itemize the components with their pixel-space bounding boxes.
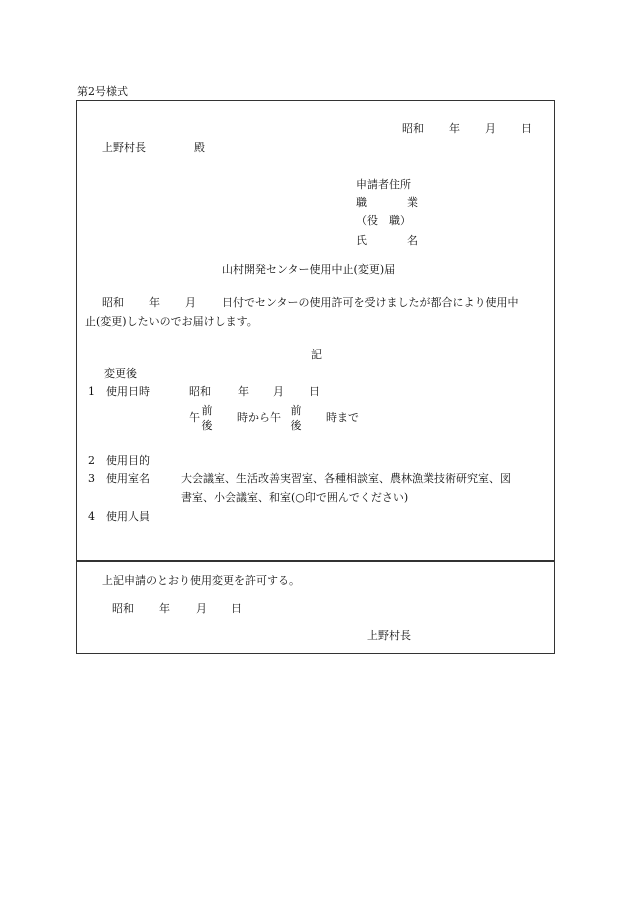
header-date-era: 昭和 (402, 122, 424, 135)
approval-divider (76, 560, 555, 562)
ki-marker: 記 (311, 348, 322, 361)
approval-statement: 上記申請のとおり使用変更を許可する。 (102, 574, 300, 587)
item1-number: 1 (88, 385, 95, 398)
item1-am-top: 前 (201, 404, 213, 417)
form-frame (76, 100, 555, 654)
applicant-address-label: 申請者住所 (356, 178, 411, 191)
header-date-month: 月 (485, 122, 496, 135)
item1-pm-bottom-2: 後 (290, 419, 302, 432)
applicant-occupation-label: 職 業 (356, 196, 424, 209)
item1-year: 年 (238, 385, 249, 398)
addressee: 上野村長 (102, 141, 146, 154)
item3-label: 使用室名 (106, 472, 150, 485)
approval-era: 昭和 (112, 602, 134, 615)
approval-day: 日 (231, 602, 242, 615)
item3-number: 3 (88, 472, 95, 485)
item3-rooms-line2: 書室、小会議室、和室(○印で囲んでください) (181, 491, 409, 504)
item1-from: 時から午 (237, 411, 281, 424)
approval-month: 月 (196, 602, 207, 615)
header-date-year: 年 (449, 122, 460, 135)
form-title: 山村開発センター使用中止(変更)届 (222, 263, 396, 276)
body-line2-text: 止(変更)したいのでお届けします。 (85, 315, 258, 328)
applicant-name-label: 氏 名 (356, 234, 424, 247)
form-number: 第2号様式 (77, 85, 128, 98)
after-change-label: 変更後 (104, 367, 137, 380)
item2-number: 2 (88, 454, 95, 467)
approval-signer: 上野村長 (367, 629, 411, 642)
item1-era: 昭和 (189, 385, 211, 398)
body-month: 月 (185, 296, 196, 309)
honorific: 殿 (194, 141, 205, 154)
body-year: 年 (149, 296, 160, 309)
item2-label: 使用目的 (106, 454, 150, 467)
item1-day: 日 (309, 385, 320, 398)
item1-am-top-2: 前 (290, 404, 302, 417)
item1-pm-bottom: 後 (201, 419, 213, 432)
item1-month: 月 (273, 385, 284, 398)
item3-rooms-line1: 大会議室、生活改善実習室、各種相談室、農林漁業技術研究室、図 (181, 472, 511, 485)
item4-number: 4 (88, 510, 95, 523)
body-line1-text: 日付でセンターの使用許可を受けましたが都合により使用中 (222, 296, 519, 309)
approval-year: 年 (159, 602, 170, 615)
header-date-day: 日 (521, 122, 532, 135)
item1-until: 時まで (326, 411, 359, 424)
item1-label: 使用日時 (106, 385, 150, 398)
item1-hour-prefix: 午 (189, 411, 200, 424)
item4-label: 使用人員 (106, 510, 150, 523)
body-era: 昭和 (102, 296, 124, 309)
applicant-position-label: （役 職） (356, 214, 411, 227)
